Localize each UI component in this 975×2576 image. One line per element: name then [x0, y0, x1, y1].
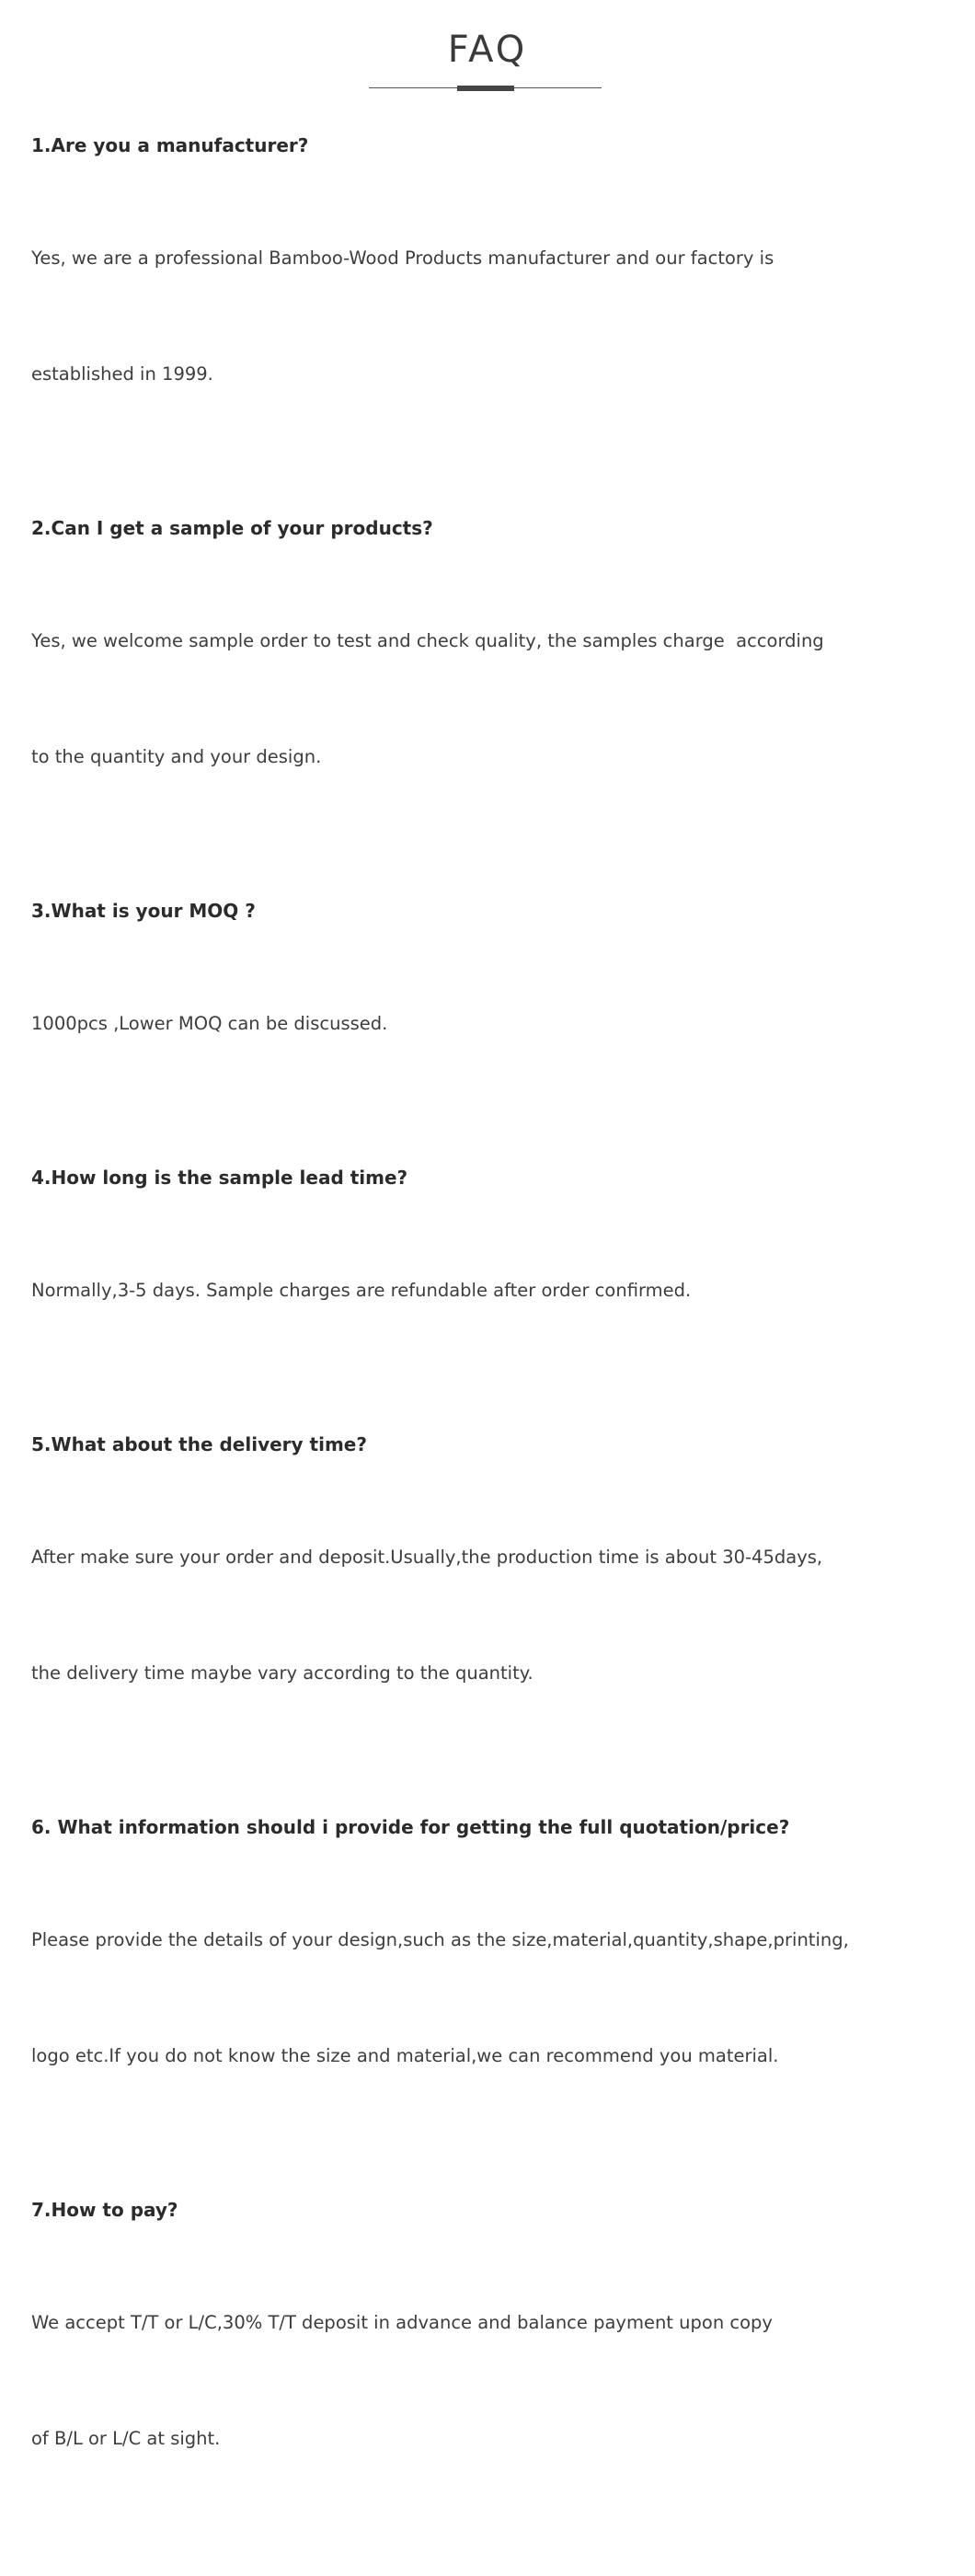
faq-item-7	[31, 2193, 951, 2536]
faq-question: 2.Can I get a sample of your products?	[31, 517, 433, 539]
faq-answer	[31, 162, 951, 471]
faq-answer-line: of B/L or L/C at sight.	[31, 2428, 221, 2449]
faq-answer-line: logo etc.If you do not know the size and material,we can recommend you material.	[31, 2045, 779, 2066]
faq-answer	[31, 1844, 951, 2153]
faq-item-6	[31, 1811, 951, 2153]
faq-answer-line: Yes, we welcome sample order to test and check quality, the samples charge according	[31, 630, 824, 651]
faq-item-2	[31, 512, 951, 854]
faq-answer-line: the delivery time maybe vary according to the quantity.	[31, 1662, 533, 1684]
faq-question: 6. What information should i provide for getting the full quotation/price?	[31, 1816, 790, 1838]
faq-answer-line: Yes, we are a professional Bamboo-Wood Products manufacturer and our factory is	[31, 247, 774, 269]
faq-item-3	[31, 894, 951, 1121]
faq-answer-line: Normally,3-5 days. Sample charges are refundable after order confirmed.	[31, 1280, 692, 1301]
faq-answer-line: to the quantity and your design.	[31, 746, 322, 767]
faq-answer-line: Please provide the details of your design,such as the size,material,quantity,shape,printing,	[31, 1929, 849, 1950]
faq-question: 4.How long is the sample lead time?	[31, 1167, 408, 1189]
faq-answer	[31, 927, 951, 1121]
faq-answer	[31, 2226, 951, 2536]
faq-question: 5.What about the delivery time?	[31, 1433, 367, 1455]
faq-question: 3.What is your MOQ ?	[31, 900, 256, 922]
faq-question: 7.How to pay?	[31, 2199, 178, 2221]
faq-answer-line: After make sure your order and deposit.Usually,the production time is about 30-45days,	[31, 1547, 823, 1568]
faq-item-4	[31, 1161, 951, 1387]
faq-item-1	[31, 129, 951, 471]
faq-answer	[31, 545, 951, 854]
faq-answer	[31, 1461, 951, 1770]
faq-item-5	[31, 1428, 951, 1770]
faq-answer-line: We accept T/T or L/C,30% T/T deposit in advance and balance payment upon copy	[31, 2312, 773, 2333]
faq-answer-line: established in 1999.	[31, 363, 213, 385]
faq-list	[31, 129, 951, 2576]
faq-answer-line: 1000pcs ,Lower MOQ can be discussed.	[31, 1013, 388, 1034]
faq-answer	[31, 1194, 951, 1387]
faq-question: 1.Are you a manufacturer?	[31, 134, 309, 156]
page-title: FAQ	[447, 29, 528, 71]
title-divider-accent	[457, 86, 514, 91]
